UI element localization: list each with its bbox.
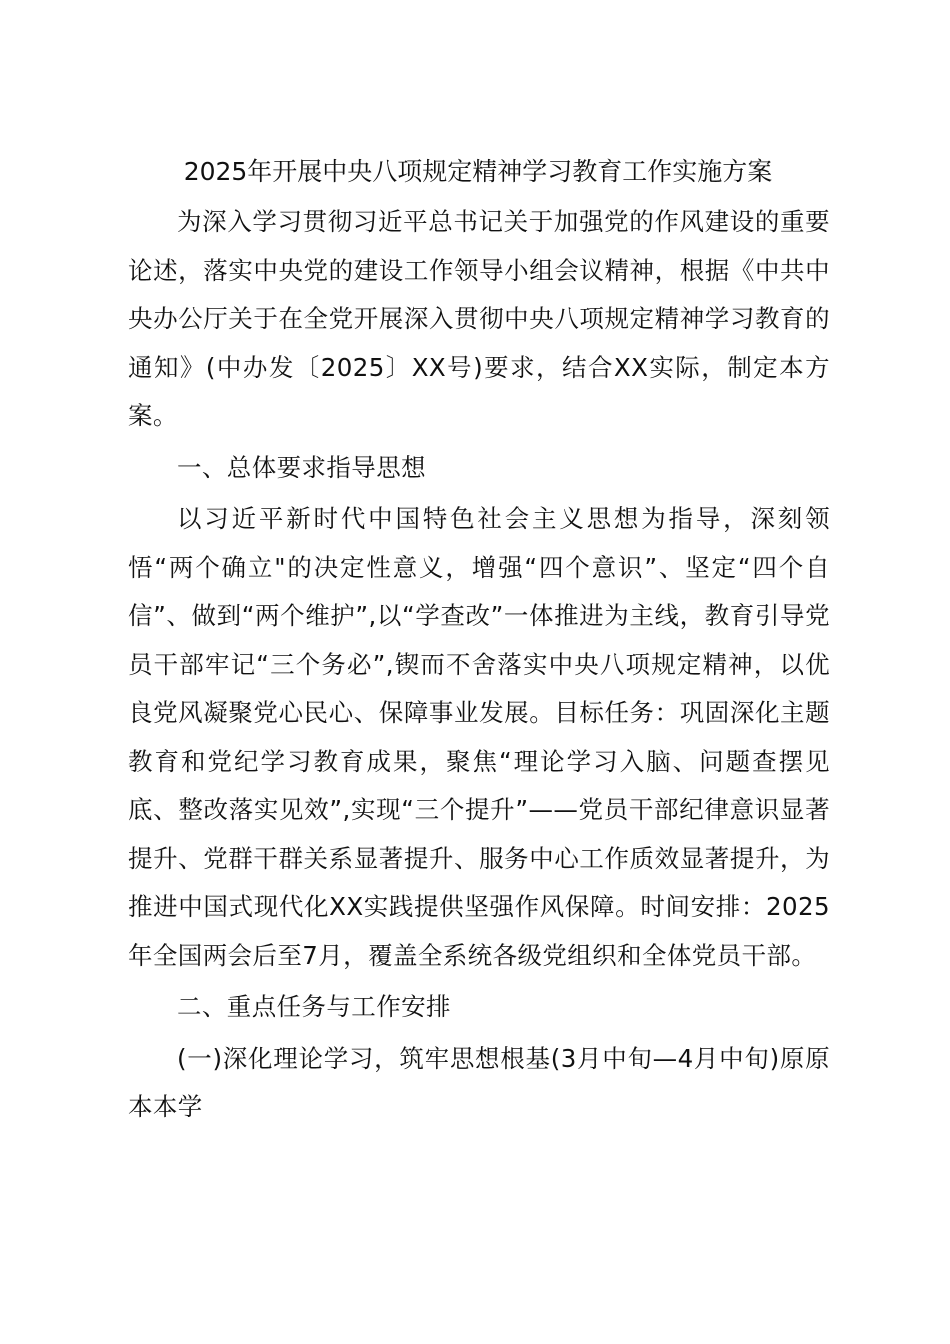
section-heading-key-tasks: 二、重点任务与工作安排 (177, 992, 451, 1021)
document-title: 2025年开展中央八项规定精神学习教育工作实施方案 (183, 157, 773, 186)
intro-paragraph: 为深入学习贯彻习近平总书记关于加强党的作风建设的重要论述，落实中央党的建设工作领导小组会议精神，根据《中共中央办公厅关于在全党开展深入贯彻中央八项规定精神学习教育的通知》(中办发〔2025〕XX号)要求，结合XX实际，制定本方案。 (128, 207, 830, 430)
section-heading-overall-requirements: 一、总体要求指导思想 (177, 452, 426, 482)
document-body (128, 198, 830, 1135)
theory-study-paragraph: (一)深化理论学习，筑牢思想根基(3月中旬—4月中旬)原原本本学 (128, 1043, 830, 1121)
guiding-ideology-paragraph: 以习近平新时代中国特色社会主义思想为指导，深刻领悟“两个确立"的决定性意义，增强“四个意识”、坚定“四个自信”、做到“两个维护”,以“学查改”一体推进为主线，教育引导党员干部牢记“三个务必”,锲而不舍落实中央八项规定精神，以优良党风凝聚党心民心、保障事业发展。目标任务：巩固深化主题教育和党纪学习教育成果，聚焦“理论学习入脑、问题查摆见底、整改落实见效”,实现“三个提升”——党员干部纪律意识显著提升、党群干群关系显著提升、服务中心工作质效显著提升，为推进中国式现代化XX实践提供坚强作风保障。时间安排：2025年全国两会后至7月，覆盖全系统各级党组织和全体党员干部。 (128, 504, 830, 970)
